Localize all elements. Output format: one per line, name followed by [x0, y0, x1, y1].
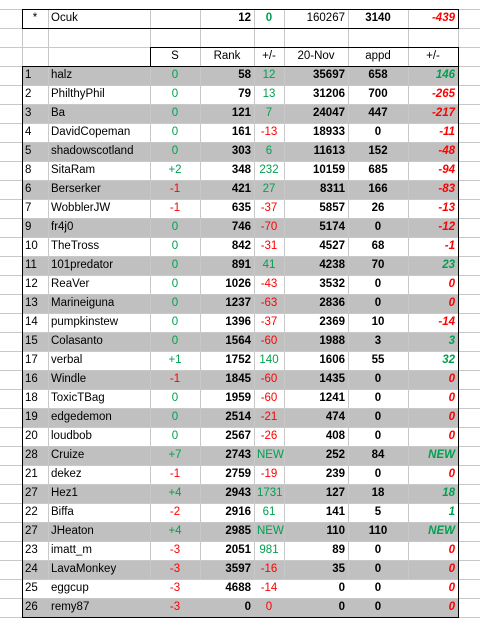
- row-rank-change[interactable]: 61: [262, 506, 276, 518]
- header-border: [150, 47, 459, 67]
- row-rank[interactable]: 635: [231, 202, 251, 214]
- row-appd[interactable]: 84: [348, 446, 408, 465]
- row-name[interactable]: Marineiguna: [48, 294, 150, 313]
- row-position[interactable]: 9: [22, 218, 48, 237]
- row-s[interactable]: +4: [150, 522, 200, 541]
- row-appd[interactable]: 0: [374, 582, 382, 594]
- row-appd[interactable]: 0: [374, 468, 382, 480]
- row-s[interactable]: 0: [150, 66, 200, 85]
- row-s[interactable]: 0: [150, 142, 200, 161]
- row-rank[interactable]: 891: [200, 256, 254, 275]
- summary-appd[interactable]: 3140: [365, 12, 391, 24]
- row-s[interactable]: 0: [150, 256, 200, 275]
- row-s[interactable]: -1: [150, 180, 200, 199]
- row-s[interactable]: -3: [169, 544, 181, 556]
- row-appd-change[interactable]: 0: [408, 408, 458, 427]
- row-rank[interactable]: 1396: [225, 316, 251, 328]
- row-name[interactable]: Colasanto: [48, 332, 150, 351]
- row-name[interactable]: shadowscotland: [48, 142, 150, 161]
- row-appd[interactable]: 5: [374, 506, 382, 518]
- row-score[interactable]: 89: [332, 544, 345, 556]
- grid-vline: [22, 28, 23, 47]
- row-name[interactable]: JHeaton: [48, 522, 150, 541]
- row-rank[interactable]: 348: [231, 164, 251, 176]
- row-rank[interactable]: 2759: [225, 468, 251, 480]
- row-position[interactable]: 18: [25, 392, 38, 404]
- row-appd[interactable]: 110: [348, 522, 408, 541]
- row-rank-change[interactable]: 140: [259, 354, 279, 366]
- row-appd[interactable]: 0: [348, 560, 408, 579]
- row-name[interactable]: edgedemon: [48, 408, 150, 427]
- header-appd-change[interactable]: +/-: [426, 50, 440, 62]
- row-s[interactable]: -3: [150, 598, 200, 617]
- row-position[interactable]: 16: [22, 370, 48, 389]
- row-appd-change[interactable]: 0: [448, 392, 455, 404]
- row-name[interactable]: WobblerJW: [51, 202, 111, 214]
- row-appd-change[interactable]: 0: [408, 370, 458, 389]
- row-s[interactable]: 0: [171, 392, 179, 404]
- row-appd[interactable]: 0: [348, 294, 408, 313]
- row-appd-change[interactable]: 1: [448, 506, 455, 518]
- row-rank-change[interactable]: -14: [260, 582, 278, 594]
- row-score[interactable]: 18933: [313, 126, 345, 138]
- row-position[interactable]: 25: [25, 582, 38, 594]
- row-name[interactable]: verbal: [51, 354, 83, 366]
- row-score[interactable]: 408: [325, 430, 345, 442]
- row-s[interactable]: +1: [168, 354, 182, 366]
- header-rank-change[interactable]: +/-: [262, 50, 276, 62]
- grid-vline: [48, 47, 49, 66]
- row-rank[interactable]: 121: [200, 104, 254, 123]
- row-position[interactable]: 20: [25, 430, 38, 442]
- row-appd-change[interactable]: 3: [408, 332, 458, 351]
- row-name[interactable]: PhilthyPhil: [51, 88, 105, 100]
- row-score[interactable]: 252: [284, 446, 348, 465]
- row-appd-change[interactable]: -14: [438, 316, 455, 328]
- row-name[interactable]: imatt_m: [51, 544, 92, 556]
- row-s[interactable]: 0: [150, 294, 200, 313]
- row-rank[interactable]: 746: [200, 218, 254, 237]
- row-score[interactable]: 0: [284, 598, 348, 617]
- row-appd[interactable]: 0: [374, 392, 382, 404]
- row-score[interactable]: 5174: [284, 218, 348, 237]
- row-rank[interactable]: 58: [200, 66, 254, 85]
- row-position[interactable]: 4: [25, 126, 32, 138]
- row-appd-change[interactable]: -11: [439, 126, 455, 138]
- row-appd-change[interactable]: 0: [448, 468, 455, 480]
- header-date[interactable]: 20-Nov: [297, 50, 335, 62]
- row-rank-change[interactable]: -63: [254, 294, 284, 313]
- row-s[interactable]: 0: [171, 316, 179, 328]
- row-position[interactable]: 28: [22, 446, 48, 465]
- row-name[interactable]: loudbob: [51, 430, 92, 442]
- summary-appd-change[interactable]: -439: [431, 12, 455, 24]
- row-rank-change[interactable]: NEW: [254, 522, 284, 541]
- row-appd-change[interactable]: -48: [408, 142, 458, 161]
- row-name[interactable]: eggcup: [51, 582, 89, 594]
- row-rank-change[interactable]: -60: [254, 370, 284, 389]
- row-position[interactable]: 12: [25, 278, 38, 290]
- row-name[interactable]: pumpkinstew: [51, 316, 119, 328]
- row-s[interactable]: +2: [168, 164, 182, 176]
- row-s[interactable]: 0: [150, 332, 200, 351]
- row-rank-change[interactable]: -37: [260, 316, 278, 328]
- row-position[interactable]: 7: [25, 202, 32, 214]
- row-rank[interactable]: 1237: [200, 294, 254, 313]
- row-name[interactable]: dekez: [51, 468, 82, 480]
- row-position[interactable]: 22: [25, 506, 38, 518]
- row-s[interactable]: 0: [150, 408, 200, 427]
- row-rank[interactable]: 842: [231, 240, 251, 252]
- row-rank-change[interactable]: -31: [260, 240, 278, 252]
- row-rank-change[interactable]: NEW: [254, 446, 284, 465]
- row-appd-change[interactable]: 0: [448, 430, 455, 442]
- row-score[interactable]: 1988: [284, 332, 348, 351]
- header-rank[interactable]: Rank: [213, 50, 241, 62]
- row-position[interactable]: 17: [25, 354, 38, 366]
- row-appd-change[interactable]: NEW: [408, 522, 458, 541]
- row-position[interactable]: 14: [25, 316, 38, 328]
- row-appd-change[interactable]: -83: [408, 180, 458, 199]
- row-position[interactable]: 23: [25, 544, 38, 556]
- summary-rank[interactable]: 12: [238, 12, 251, 24]
- row-rank[interactable]: 4688: [225, 582, 251, 594]
- row-score[interactable]: 5857: [319, 202, 345, 214]
- row-position[interactable]: 8: [25, 164, 32, 176]
- row-s[interactable]: 0: [171, 430, 179, 442]
- row-score[interactable]: 2836: [284, 294, 348, 313]
- row-rank-change[interactable]: 1731: [254, 484, 284, 503]
- row-rank-change[interactable]: 981: [259, 544, 279, 556]
- row-s[interactable]: 0: [150, 218, 200, 237]
- row-score[interactable]: 35: [284, 560, 348, 579]
- row-name[interactable]: halz: [48, 66, 150, 85]
- row-rank[interactable]: 1564: [200, 332, 254, 351]
- row-appd-change[interactable]: 18: [408, 484, 458, 503]
- row-appd[interactable]: 0: [348, 218, 408, 237]
- grid-vline: [458, 28, 459, 47]
- row-rank[interactable]: 161: [231, 126, 251, 138]
- row-s[interactable]: -3: [150, 560, 200, 579]
- row-name[interactable]: remy87: [48, 598, 150, 617]
- row-rank-change[interactable]: 232: [259, 164, 279, 176]
- row-rank-change[interactable]: -70: [254, 218, 284, 237]
- row-position[interactable]: 15: [22, 332, 48, 351]
- row-name[interactable]: LavaMonkey: [48, 560, 150, 579]
- row-appd-change[interactable]: -94: [438, 164, 455, 176]
- row-appd[interactable]: 658: [348, 66, 408, 85]
- grid-vline: [408, 28, 409, 47]
- row-score[interactable]: 8311: [284, 180, 348, 199]
- row-appd[interactable]: 0: [348, 408, 408, 427]
- row-name[interactable]: Cruize: [48, 446, 150, 465]
- summary-score[interactable]: 160267: [306, 12, 345, 24]
- row-score[interactable]: 10159: [313, 164, 345, 176]
- row-rank-change[interactable]: 12: [254, 66, 284, 85]
- row-score[interactable]: 3532: [319, 278, 345, 290]
- row-appd-change[interactable]: 0: [408, 294, 458, 313]
- row-appd[interactable]: 26: [371, 202, 385, 214]
- row-appd[interactable]: 0: [348, 598, 408, 617]
- row-appd-change[interactable]: -217: [408, 104, 458, 123]
- row-s[interactable]: -1: [169, 202, 181, 214]
- row-position[interactable]: 24: [22, 560, 48, 579]
- row-rank[interactable]: 1026: [225, 278, 251, 290]
- row-rank-change[interactable]: -37: [260, 202, 278, 214]
- row-score[interactable]: 35697: [284, 66, 348, 85]
- row-appd[interactable]: 0: [374, 126, 382, 138]
- row-score[interactable]: 1241: [319, 392, 345, 404]
- row-rank-change[interactable]: 13: [262, 88, 276, 100]
- row-position[interactable]: 13: [22, 294, 48, 313]
- row-name[interactable]: fr4j0: [48, 218, 150, 237]
- row-name[interactable]: SitaRam: [51, 164, 96, 176]
- row-name[interactable]: Hez1: [48, 484, 150, 503]
- row-score[interactable]: 24047: [284, 104, 348, 123]
- row-s[interactable]: -1: [169, 468, 181, 480]
- row-rank-change[interactable]: -60: [260, 392, 278, 404]
- row-score[interactable]: 31206: [313, 88, 345, 100]
- row-position[interactable]: 26: [22, 598, 48, 617]
- row-rank-change[interactable]: -60: [254, 332, 284, 351]
- row-rank-change[interactable]: 41: [254, 256, 284, 275]
- row-rank[interactable]: 2916: [225, 506, 251, 518]
- row-name[interactable]: TheTross: [51, 240, 100, 252]
- row-score[interactable]: 11613: [284, 142, 348, 161]
- row-position[interactable]: 5: [22, 142, 48, 161]
- row-rank[interactable]: 2743: [200, 446, 254, 465]
- row-appd[interactable]: 3: [348, 332, 408, 351]
- row-rank[interactable]: 2051: [225, 544, 251, 556]
- row-position[interactable]: 11: [22, 256, 48, 275]
- row-name[interactable]: DavidCopeman: [51, 126, 131, 138]
- row-s[interactable]: 0: [171, 278, 179, 290]
- row-appd[interactable]: 685: [368, 164, 388, 176]
- summary-border: [22, 9, 459, 29]
- row-appd[interactable]: 166: [348, 180, 408, 199]
- row-appd[interactable]: 18: [348, 484, 408, 503]
- row-appd-change[interactable]: NEW: [408, 446, 458, 465]
- row-s[interactable]: +7: [150, 446, 200, 465]
- row-appd-change[interactable]: 0: [408, 560, 458, 579]
- grid-vline: [284, 28, 285, 47]
- row-score[interactable]: 127: [284, 484, 348, 503]
- row-rank[interactable]: 3597: [200, 560, 254, 579]
- row-rank-change[interactable]: -26: [260, 430, 278, 442]
- row-appd[interactable]: 0: [374, 544, 382, 556]
- row-name[interactable]: Ba: [48, 104, 150, 123]
- row-appd[interactable]: 10: [371, 316, 385, 328]
- row-appd-change[interactable]: 0: [448, 278, 455, 290]
- grid-vline: [48, 28, 49, 47]
- row-appd-change[interactable]: 0: [408, 598, 458, 617]
- row-name[interactable]: Biffa: [51, 506, 74, 518]
- row-appd-change[interactable]: 0: [448, 544, 455, 556]
- row-rank-change[interactable]: 6: [254, 142, 284, 161]
- summary-team-name[interactable]: Ocuk: [51, 12, 78, 24]
- row-appd[interactable]: 55: [371, 354, 385, 366]
- row-name[interactable]: Windle: [48, 370, 150, 389]
- row-name[interactable]: 101predator: [48, 256, 150, 275]
- row-position[interactable]: 27: [22, 484, 48, 503]
- row-appd-change[interactable]: -13: [438, 202, 455, 214]
- row-position[interactable]: 1: [22, 66, 48, 85]
- row-score[interactable]: 1606: [319, 354, 345, 366]
- header-appd[interactable]: appd: [365, 50, 391, 62]
- row-rank[interactable]: 421: [200, 180, 254, 199]
- row-rank[interactable]: 1845: [200, 370, 254, 389]
- row-appd-change[interactable]: 32: [442, 354, 455, 366]
- row-appd[interactable]: 0: [348, 370, 408, 389]
- row-appd-change[interactable]: 23: [408, 256, 458, 275]
- row-s[interactable]: 0: [171, 126, 179, 138]
- row-rank-change[interactable]: -19: [260, 468, 278, 480]
- row-name[interactable]: Berserker: [48, 180, 150, 199]
- row-rank-change[interactable]: 7: [254, 104, 284, 123]
- row-rank-change[interactable]: -16: [254, 560, 284, 579]
- row-rank[interactable]: 2567: [225, 430, 251, 442]
- table-border: [22, 66, 459, 618]
- row-score[interactable]: 474: [284, 408, 348, 427]
- row-score[interactable]: 4527: [319, 240, 345, 252]
- row-appd[interactable]: 152: [348, 142, 408, 161]
- summary-rank-change[interactable]: 0: [265, 12, 273, 24]
- row-rank[interactable]: 1752: [225, 354, 251, 366]
- row-appd-change[interactable]: -1: [444, 240, 455, 252]
- row-s[interactable]: 0: [171, 240, 179, 252]
- row-rank-change[interactable]: -43: [260, 278, 278, 290]
- row-appd-change[interactable]: -12: [408, 218, 458, 237]
- row-s[interactable]: 0: [150, 104, 200, 123]
- grid-vline: [150, 28, 151, 47]
- row-rank-change[interactable]: -13: [260, 126, 278, 138]
- row-appd[interactable]: 0: [374, 430, 382, 442]
- row-appd[interactable]: 70: [348, 256, 408, 275]
- row-s[interactable]: -1: [150, 370, 200, 389]
- row-s[interactable]: -3: [169, 582, 181, 594]
- row-appd[interactable]: 0: [374, 278, 382, 290]
- row-position[interactable]: 2: [25, 88, 32, 100]
- row-rank-change[interactable]: -21: [254, 408, 284, 427]
- row-rank[interactable]: 1959: [225, 392, 251, 404]
- row-position[interactable]: 21: [25, 468, 38, 480]
- row-s[interactable]: -2: [169, 506, 181, 518]
- row-score[interactable]: 1435: [284, 370, 348, 389]
- row-rank[interactable]: 2943: [200, 484, 254, 503]
- row-name[interactable]: ReaVer: [51, 278, 90, 290]
- row-appd-change[interactable]: 0: [448, 582, 455, 594]
- row-position[interactable]: 27: [22, 522, 48, 541]
- grid-vline: [254, 28, 255, 47]
- row-score[interactable]: 2369: [319, 316, 345, 328]
- row-rank-change[interactable]: 0: [254, 598, 284, 617]
- row-rank[interactable]: 79: [238, 88, 251, 100]
- row-rank[interactable]: 303: [200, 142, 254, 161]
- summary-marker[interactable]: *: [32, 12, 38, 24]
- row-s[interactable]: 0: [171, 88, 179, 100]
- grid-vline: [200, 28, 201, 47]
- row-score[interactable]: 0: [338, 582, 345, 594]
- row-score[interactable]: 4238: [284, 256, 348, 275]
- row-rank-change[interactable]: 27: [254, 180, 284, 199]
- row-score[interactable]: 141: [325, 506, 345, 518]
- grid-vline: [348, 28, 349, 47]
- row-appd[interactable]: 447: [348, 104, 408, 123]
- row-position[interactable]: 10: [25, 240, 38, 252]
- row-appd[interactable]: 68: [371, 240, 385, 252]
- row-score[interactable]: 110: [284, 522, 348, 541]
- row-name[interactable]: ToxicTBag: [51, 392, 105, 404]
- header-s[interactable]: S: [171, 50, 179, 62]
- row-position[interactable]: 6: [22, 180, 48, 199]
- row-score[interactable]: 239: [325, 468, 345, 480]
- row-position[interactable]: 19: [22, 408, 48, 427]
- row-appd-change[interactable]: 146: [408, 66, 458, 85]
- row-rank[interactable]: 0: [200, 598, 254, 617]
- row-s[interactable]: +4: [150, 484, 200, 503]
- row-position[interactable]: 3: [22, 104, 48, 123]
- row-rank[interactable]: 2985: [200, 522, 254, 541]
- row-appd[interactable]: 700: [368, 88, 388, 100]
- row-rank[interactable]: 2514: [200, 408, 254, 427]
- grid-vline: [22, 47, 23, 66]
- row-appd-change[interactable]: -265: [431, 88, 455, 100]
